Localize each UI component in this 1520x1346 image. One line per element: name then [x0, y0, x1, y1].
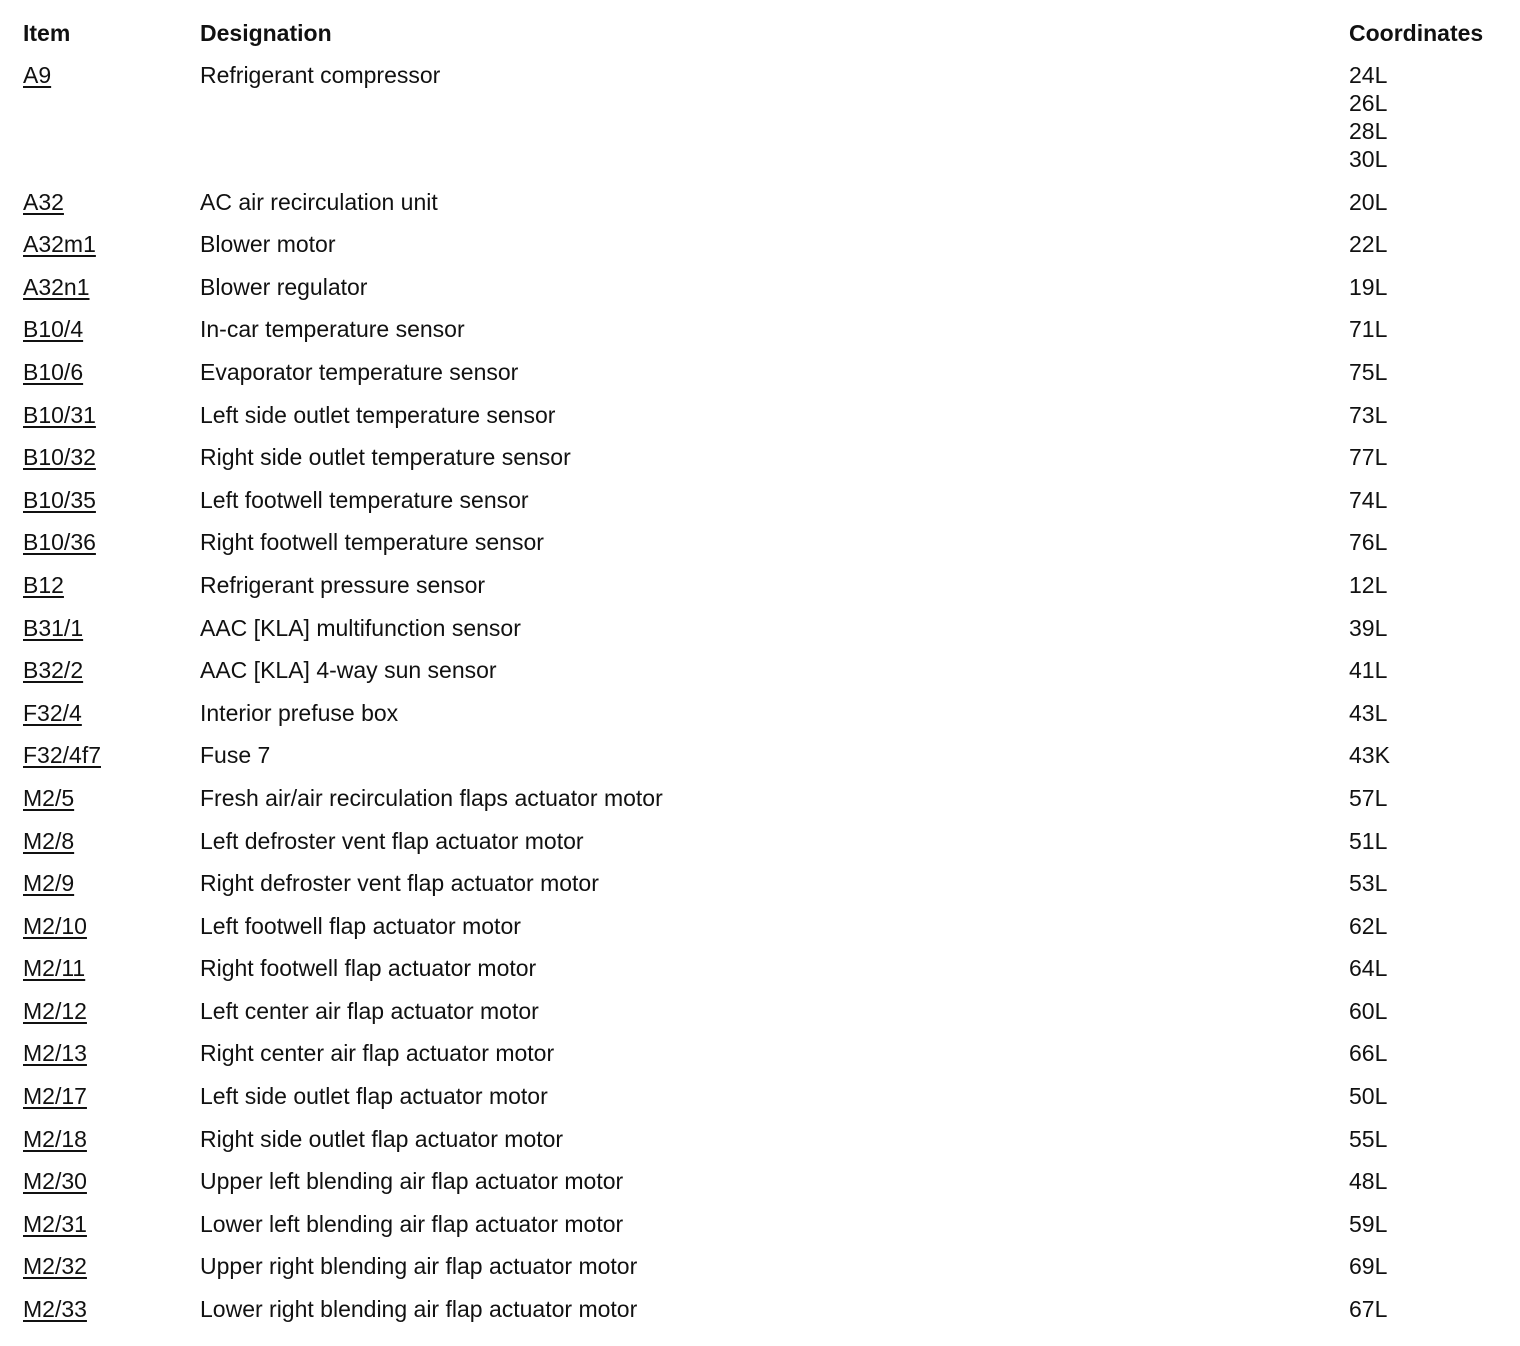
item-cell: [23, 61, 51, 89]
coordinate-value: 30L: [1349, 146, 1388, 172]
item-cell: [23, 1210, 87, 1238]
coordinates-cell: [1349, 61, 1387, 173]
table-row: [0, 656, 1520, 699]
coordinates-cell: [1349, 571, 1387, 599]
item-link[interactable]: M2/5: [23, 784, 75, 811]
coordinates-cell: [1349, 230, 1387, 258]
coordinate-value: 62L: [1349, 912, 1388, 939]
table-row: [0, 869, 1520, 912]
designation-cell: AC air recirculation unit: [200, 188, 438, 215]
item-cell: [23, 1082, 87, 1110]
item-link[interactable]: M2/9: [23, 870, 75, 897]
item-link[interactable]: M2/10: [23, 912, 87, 939]
item-cell: [23, 954, 85, 982]
table-row: [0, 1039, 1520, 1082]
coordinate-value: 69L: [1349, 1253, 1388, 1280]
coordinate-value: 51L: [1349, 827, 1388, 854]
table-row: [0, 571, 1520, 614]
item-cell: [23, 1295, 87, 1323]
coordinates-cell: [1349, 997, 1387, 1025]
coordinates-cell: [1349, 784, 1387, 812]
item-link[interactable]: A32: [23, 188, 64, 215]
item-link[interactable]: M2/31: [23, 1210, 87, 1237]
item-cell: [23, 656, 83, 684]
item-link[interactable]: B12: [23, 571, 64, 598]
item-link[interactable]: B10/31: [23, 401, 96, 428]
item-cell: [23, 741, 101, 769]
designation-cell: Right defroster vent flap actuator motor: [200, 870, 599, 897]
coordinates-cell: [1349, 1125, 1387, 1153]
coordinates-cell: [1349, 358, 1387, 386]
table-row: [0, 273, 1520, 316]
table-row: [0, 1082, 1520, 1125]
designation-cell: Blower motor: [200, 231, 336, 258]
coordinate-value: 12L: [1349, 571, 1388, 598]
coordinates-cell: [1349, 401, 1387, 429]
coordinate-value: 24L: [1349, 62, 1388, 88]
designation-cell: Right side outlet temperature sensor: [200, 444, 571, 471]
designation-cell: Left defroster vent flap actuator motor: [200, 827, 584, 854]
table-row: [0, 528, 1520, 571]
coordinate-value: 19L: [1349, 273, 1388, 300]
item-cell: [23, 401, 96, 429]
designation-cell: Right footwell flap actuator motor: [200, 955, 537, 982]
column-header-coordinates: Coordinates: [1349, 20, 1484, 46]
item-link[interactable]: M2/11: [23, 955, 86, 982]
coordinates-cell: [1349, 699, 1387, 727]
designation-cell: Right side outlet flap actuator motor: [200, 1125, 564, 1152]
coordinate-value: 48L: [1349, 1168, 1388, 1195]
designation-cell: Upper right blending air flap actuator motor: [200, 1253, 638, 1280]
item-cell: [23, 528, 96, 556]
coordinates-cell: [1349, 1210, 1387, 1238]
item-cell: [23, 230, 96, 258]
coordinate-value: 39L: [1349, 614, 1388, 641]
designation-cell: AAC [KLA] 4-way sun sensor: [200, 657, 497, 684]
table-row: [0, 1295, 1520, 1338]
coordinate-value: 77L: [1349, 444, 1388, 471]
item-cell: [23, 614, 83, 642]
table-body: [0, 61, 1520, 1338]
item-link[interactable]: B31/1: [23, 614, 84, 641]
table-row: [0, 230, 1520, 273]
coordinate-value: 64L: [1349, 955, 1388, 982]
coordinate-value: 50L: [1349, 1083, 1388, 1110]
table-row: [0, 188, 1520, 231]
coordinate-value: 20L: [1349, 188, 1388, 215]
item-cell: [23, 1039, 87, 1067]
designation-cell: Evaporator temperature sensor: [200, 358, 519, 385]
column-header-item: Item: [23, 20, 71, 46]
coordinates-cell: [1349, 869, 1387, 897]
table-row: [0, 315, 1520, 358]
coordinate-value: 74L: [1349, 486, 1388, 513]
item-cell: [23, 486, 96, 514]
designation-cell: Refrigerant compressor: [200, 62, 441, 88]
item-cell: [23, 1252, 87, 1280]
coordinates-cell: [1349, 273, 1387, 301]
table-row: [0, 954, 1520, 997]
coordinates-cell: [1349, 528, 1387, 556]
table-row: [0, 699, 1520, 742]
item-link[interactable]: A9: [23, 62, 52, 88]
coordinates-cell: [1349, 827, 1387, 855]
designation-cell: Right footwell temperature sensor: [200, 529, 544, 556]
item-link[interactable]: B10/4: [23, 316, 84, 343]
item-cell: [23, 358, 83, 386]
coordinates-cell: [1349, 486, 1387, 514]
designation-cell: Left footwell temperature sensor: [200, 486, 529, 513]
item-cell: [23, 869, 74, 897]
coordinate-value: 41L: [1349, 657, 1388, 684]
table-row: [0, 1210, 1520, 1253]
designation-cell: Left center air flap actuator motor: [200, 997, 539, 1024]
coordinates-cell: [1349, 315, 1387, 343]
column-header-designation: Designation: [200, 20, 332, 46]
item-link[interactable]: F32/4f7: [23, 742, 101, 769]
coordinates-cell: [1349, 1167, 1387, 1195]
coordinate-value: 71L: [1349, 316, 1388, 343]
coordinate-value: 60L: [1349, 997, 1388, 1024]
item-cell: [23, 827, 74, 855]
table-row: [0, 486, 1520, 529]
item-link[interactable]: M2/12: [23, 997, 87, 1024]
item-link[interactable]: M2/33: [23, 1296, 87, 1323]
item-link[interactable]: M2/18: [23, 1125, 87, 1152]
item-link[interactable]: M2/13: [23, 1040, 87, 1067]
item-cell: [23, 1167, 87, 1195]
coordinate-value: 43L: [1349, 699, 1388, 726]
designation-cell: Lower right blending air flap actuator motor: [200, 1296, 638, 1323]
table-row: [0, 1252, 1520, 1295]
item-cell: [23, 997, 87, 1025]
item-cell: [23, 571, 64, 599]
coordinate-value: 28L: [1349, 118, 1388, 144]
coordinate-value: 73L: [1349, 401, 1388, 428]
table-row: [0, 1167, 1520, 1210]
item-cell: [23, 273, 90, 301]
designation-cell: Fresh air/air recirculation flaps actuator motor: [200, 784, 663, 811]
table-row: [0, 443, 1520, 486]
table-row: [0, 912, 1520, 955]
item-link[interactable]: B10/6: [23, 358, 84, 385]
designation-cell: Fuse 7: [200, 742, 271, 769]
designation-cell: AAC [KLA] multifunction sensor: [200, 614, 521, 641]
item-link[interactable]: M2/30: [23, 1168, 87, 1195]
designation-cell: Upper left blending air flap actuator motor: [200, 1168, 624, 1195]
table-row: [0, 614, 1520, 657]
coordinates-cell: [1349, 188, 1387, 216]
coordinates-cell: [1349, 1082, 1387, 1110]
item-link[interactable]: B10/36: [23, 529, 96, 556]
table-row: [0, 997, 1520, 1040]
table-row: [0, 401, 1520, 444]
coordinate-value: 55L: [1349, 1125, 1388, 1152]
item-link[interactable]: M2/17: [23, 1083, 87, 1110]
coordinate-value: 75L: [1349, 358, 1388, 385]
item-link[interactable]: B32/2: [23, 657, 84, 684]
table-header: [0, 0, 1520, 61]
table-row: [0, 61, 1520, 188]
coordinate-value: 59L: [1349, 1210, 1388, 1237]
coordinate-value: 53L: [1349, 870, 1388, 897]
item-cell: [23, 1125, 87, 1153]
coordinates-cell: [1349, 614, 1387, 642]
item-link[interactable]: A32m1: [23, 231, 96, 258]
designation-cell: Lower left blending air flap actuator motor: [200, 1210, 624, 1237]
coordinates-cell: [1349, 741, 1390, 769]
coordinates-cell: [1349, 443, 1387, 471]
designation-cell: Refrigerant pressure sensor: [200, 571, 486, 598]
designation-cell: Left side outlet temperature sensor: [200, 401, 556, 428]
coordinate-value: 66L: [1349, 1040, 1388, 1067]
coordinate-value: 22L: [1349, 231, 1388, 258]
item-link[interactable]: F32/4: [23, 699, 82, 726]
item-cell: [23, 443, 96, 471]
coordinates-cell: [1349, 1295, 1387, 1323]
item-cell: [23, 699, 82, 727]
coordinate-value: 57L: [1349, 784, 1388, 811]
coordinate-value: 26L: [1349, 90, 1388, 116]
coordinate-value: 67L: [1349, 1296, 1388, 1323]
designation-cell: In-car temperature sensor: [200, 316, 465, 343]
coordinate-value: 76L: [1349, 529, 1388, 556]
item-cell: [23, 784, 74, 812]
table-row: [0, 358, 1520, 401]
coordinates-cell: [1349, 656, 1387, 684]
item-cell: [23, 315, 83, 343]
item-link[interactable]: B10/32: [23, 444, 96, 471]
table-row: [0, 827, 1520, 870]
coordinates-cell: [1349, 1039, 1387, 1067]
item-cell: [23, 912, 87, 940]
designation-cell: Left side outlet flap actuator motor: [200, 1083, 548, 1110]
coordinate-value: 43K: [1349, 742, 1390, 769]
table-row: [0, 1125, 1520, 1168]
designation-cell: Right center air flap actuator motor: [200, 1040, 555, 1067]
table-row: [0, 741, 1520, 784]
coordinates-cell: [1349, 1252, 1387, 1280]
coordinates-cell: [1349, 954, 1387, 982]
coordinates-cell: [1349, 912, 1387, 940]
designation-cell: Left footwell flap actuator motor: [200, 912, 521, 939]
table-row: [0, 784, 1520, 827]
item-link[interactable]: B10/35: [23, 486, 96, 513]
item-link[interactable]: M2/32: [23, 1253, 87, 1280]
item-link[interactable]: A32n1: [23, 273, 90, 300]
item-cell: [23, 188, 64, 216]
item-link[interactable]: M2/8: [23, 827, 75, 854]
designation-cell: Blower regulator: [200, 273, 368, 300]
designation-cell: Interior prefuse box: [200, 699, 399, 726]
